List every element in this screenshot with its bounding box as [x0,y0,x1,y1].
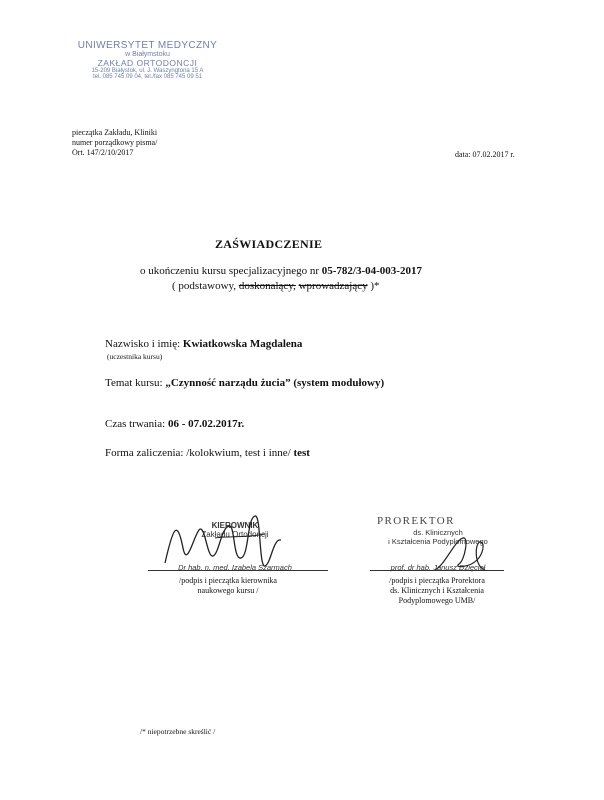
course-types-close: )* [370,280,380,292]
duration-value: 06 - 07.02.2017r. [167,418,245,430]
left-caption-line-2: naukowego kursu / [197,586,259,595]
assessment-line [105,447,310,459]
topic-label: Temat kursu: [105,377,163,389]
header-line-3: Ort. 147/2/10/2017 [72,148,134,157]
participant-sublabel: (uczestnika kursu) [107,352,163,361]
course-prefix: o ukończeniu kursu specjalizacyjnego nr [140,265,319,277]
course-number: 05-782/3-04-003-2017 [321,265,422,277]
stamp-university: UNIWERSYTET MEDYCZNY [77,40,218,51]
stamp-city: w Białymstoku [125,51,170,58]
left-signature-caption [148,576,308,596]
stamp-department: ZAKŁAD ORTODONCJI [97,58,198,68]
footnote: /* niepotrzebne skreślić / [140,727,216,736]
stamp-phone: tel. 085 745 09 04, tel./fax 085 745 09 51 [92,74,203,80]
header-line-1: pieczątka Zakładu, Kliniki [72,128,158,137]
participant-line [105,338,302,350]
course-type-advanced: doskonalący, [238,280,296,292]
course-types [172,280,380,292]
document-title: ZAŚWIADCZENIE [215,237,323,251]
course-type-introductory: wprowadzający [298,280,368,292]
participant-label: Nazwisko i imię: [105,338,181,350]
left-signature-dept: Zakładu Ortodoncji [201,530,269,539]
right-caption-line-1: /podpis i pieczątka Prorektora [389,576,485,585]
right-signature-line [370,570,504,571]
duration-label: Czas trwania: [105,418,166,430]
left-signature-name: Dr hab. n. med. Izabela Szarmach [178,563,292,572]
left-signature-role: KIEROWNIK [211,521,259,530]
right-signature-role: PROREKTOR [377,515,455,527]
right-signature-dept-1: ds. Klinicznych [413,528,463,537]
duration-line [105,418,244,430]
right-caption-line-3: Podyplomowego UMB/ [398,596,476,605]
topic-value: „Czynność narządu żucia” (system modułowy) [165,377,385,389]
assessment-label: Forma zaliczenia: /kolokwium, test i inne/ [105,447,291,459]
header-line-2: numer porządkowy pisma/ [72,138,158,147]
right-signature-caption [362,576,512,606]
stamp-address: 15-209 Białystok, ul. J. Waszyngtona 15 A [91,68,204,74]
left-caption-line-1: /podpis i pieczątka kierownika [179,576,277,585]
right-signature-dept-2: i Kształcenia Podyplomowego [388,537,488,546]
right-caption-line-2: ds. Klinicznych i Kształcenia [390,586,484,595]
topic-line [105,377,384,389]
assessment-value: test [293,447,310,459]
university-stamp [60,40,235,80]
course-type-basic: ( podstawowy, [172,280,237,292]
course-line [140,265,422,277]
document-date: data: 07.02.2017 r. [455,150,515,159]
left-signature-line [148,570,328,571]
header-reference [72,128,157,158]
participant-name: Kwiatkowska Magdalena [182,338,303,350]
right-signature-name: prof. dr hab. Janusz Dzięcioł [390,563,486,572]
